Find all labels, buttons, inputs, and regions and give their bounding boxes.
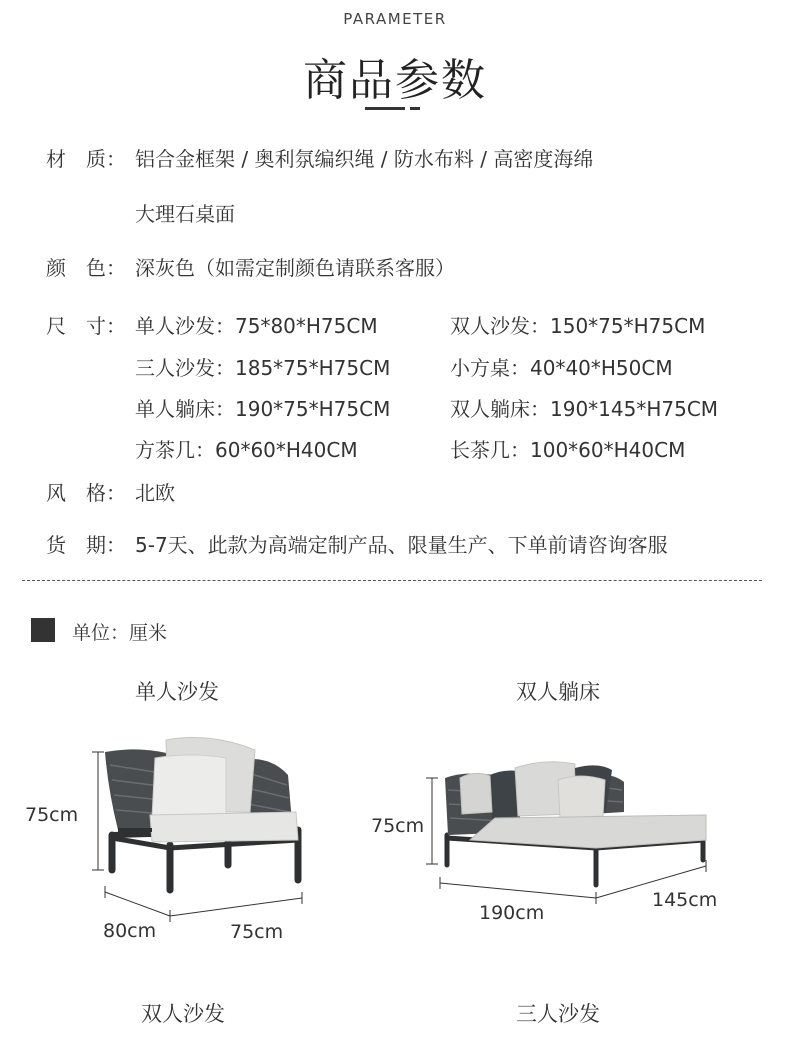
size-item: 三人沙发：185*75*H75CM bbox=[135, 356, 391, 380]
size-item: 方茶几：60*60*H40CM bbox=[135, 438, 358, 462]
page-subtitle: PARAMETER bbox=[343, 10, 447, 28]
double-daybed-width: 145cm bbox=[652, 889, 718, 911]
page-title: 商品参数 bbox=[303, 55, 487, 106]
delivery-label: 货 期： bbox=[46, 533, 126, 557]
material-value-line2: 大理石桌面 bbox=[135, 202, 235, 226]
style-label: 风 格： bbox=[46, 481, 126, 505]
size-item: 单人躺床：190*75*H75CM bbox=[135, 397, 391, 421]
size-item: 长茶几：100*60*H40CM bbox=[450, 438, 686, 462]
double-daybed-height: 75cm bbox=[371, 815, 425, 837]
size-item: 小方桌：40*40*H50CM bbox=[450, 356, 673, 380]
product-name-double-sofa: 双人沙发 bbox=[141, 1002, 225, 1026]
color-value: 深灰色（如需定制颜色请联系客服） bbox=[135, 256, 455, 280]
unit-label: 单位：厘米 bbox=[72, 622, 168, 644]
size-item: 双人躺床：190*145*H75CM bbox=[450, 397, 719, 421]
product-name-single-sofa: 单人沙发 bbox=[135, 680, 219, 704]
double-daybed-length: 190cm bbox=[479, 902, 545, 924]
delivery-value: 5-7天、此款为高端定制产品、限量生产、下单前请咨询客服 bbox=[135, 533, 668, 557]
single-sofa-width: 75cm bbox=[230, 921, 284, 943]
product-name-triple-sofa: 三人沙发 bbox=[516, 1002, 600, 1026]
material-label: 材 质： bbox=[46, 147, 126, 171]
material-value-line1: 铝合金框架 / 奥利氛编织绳 / 防水布料 / 高密度海绵 bbox=[135, 147, 594, 171]
size-item: 双人沙发：150*75*H75CM bbox=[450, 314, 706, 338]
single-sofa-height: 75cm bbox=[25, 804, 79, 826]
single-sofa-depth: 80cm bbox=[103, 920, 157, 942]
style-value: 北欧 bbox=[135, 481, 175, 505]
size-item: 单人沙发：75*80*H75CM bbox=[135, 314, 378, 338]
size-label: 尺 寸： bbox=[46, 314, 126, 338]
color-label: 颜 色： bbox=[46, 256, 126, 280]
product-name-double-daybed: 双人躺床 bbox=[516, 680, 600, 704]
